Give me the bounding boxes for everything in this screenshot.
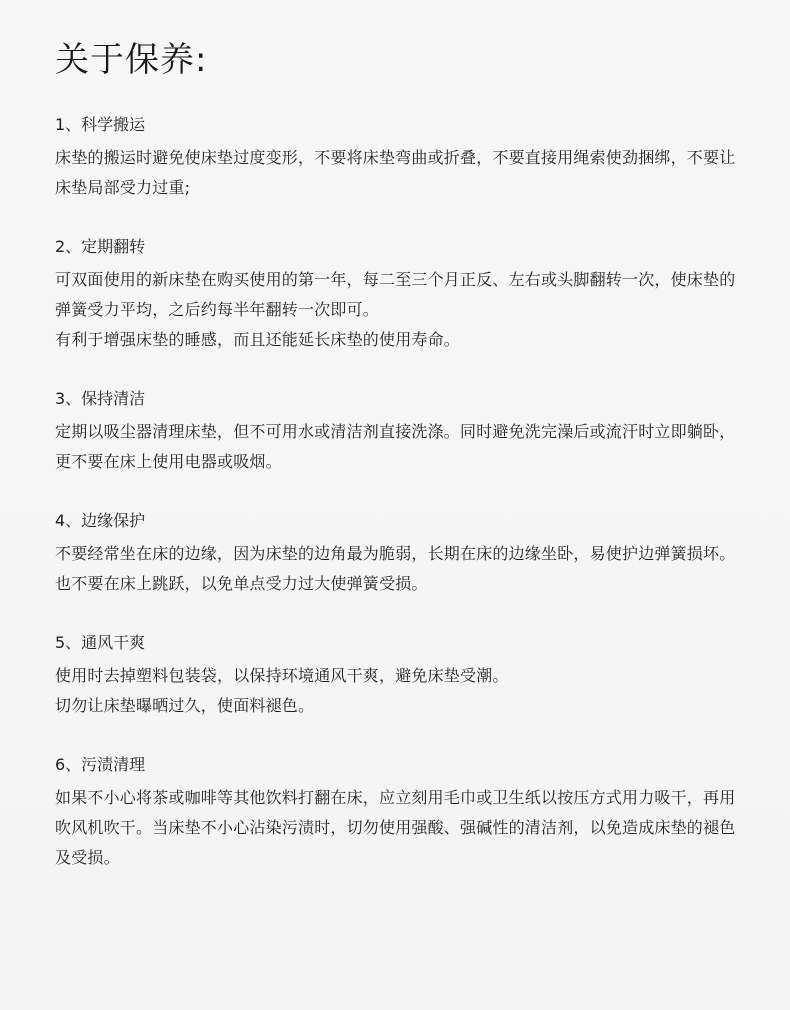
page-title: 关于保养: — [55, 40, 208, 80]
section-edge-protection — [55, 507, 750, 599]
paragraph: 不要经常坐在床的边缘，因为床垫的边角最为脆弱，长期在床的边缘坐卧，易使护边弹簧损坏。也不要在床上跳跃，以免单点受力过大使弹簧受损。 — [55, 544, 736, 593]
section-regular-flipping — [55, 233, 750, 355]
section-body — [55, 417, 750, 477]
section-body — [55, 783, 750, 873]
section-heading: 1、科学搬运 — [55, 115, 146, 134]
section-heading: 2、定期翻转 — [55, 237, 146, 256]
section-heading: 4、边缘保护 — [55, 511, 146, 530]
section-heading: 5、通风干爽 — [55, 633, 146, 652]
section-body — [55, 539, 750, 599]
paragraph: 定期以吸尘器清理床垫，但不可用水或清洁剂直接洗涤。同时避免洗完澡后或流汗时立即躺卧，更不要在床上使用电器或吸烟。 — [55, 422, 736, 471]
section-body — [55, 265, 750, 355]
paragraph: 如果不小心将茶或咖啡等其他饮料打翻在床，应立刻用毛巾或卫生纸以按压方式用力吸干，再用吹风机吹干。当床垫不小心沾染污渍时，切勿使用强酸、强碱性的清洁剂，以免造成床垫的褪色及受损。 — [55, 788, 736, 867]
section-body — [55, 143, 750, 203]
paragraph: 床垫的搬运时避免使床垫过度变形，不要将床垫弯曲或折叠，不要直接用绳索使劲捆绑，不要让床垫局部受力过重; — [55, 148, 736, 197]
paragraph: 有利于增强床垫的睡感，而且还能延长床垫的使用寿命。 — [55, 330, 461, 349]
section-keep-clean — [55, 385, 750, 477]
section-scientific-moving — [55, 111, 750, 203]
section-ventilation-dry — [55, 629, 750, 721]
section-stain-cleaning — [55, 751, 750, 873]
section-heading: 6、污渍清理 — [55, 755, 146, 774]
section-body — [55, 661, 750, 721]
paragraph: 切勿让床垫曝晒过久，使面料褪色。 — [55, 696, 315, 715]
section-heading: 3、保持清洁 — [55, 389, 146, 408]
paragraph: 使用时去掉塑料包装袋，以保持环境通风干爽，避免床垫受潮。 — [55, 666, 509, 685]
paragraph: 可双面使用的新床垫在购买使用的第一年，每二至三个月正反、左右或头脚翻转一次，使床垫的弹簧受力平均，之后约每半年翻转一次即可。 — [55, 270, 736, 319]
